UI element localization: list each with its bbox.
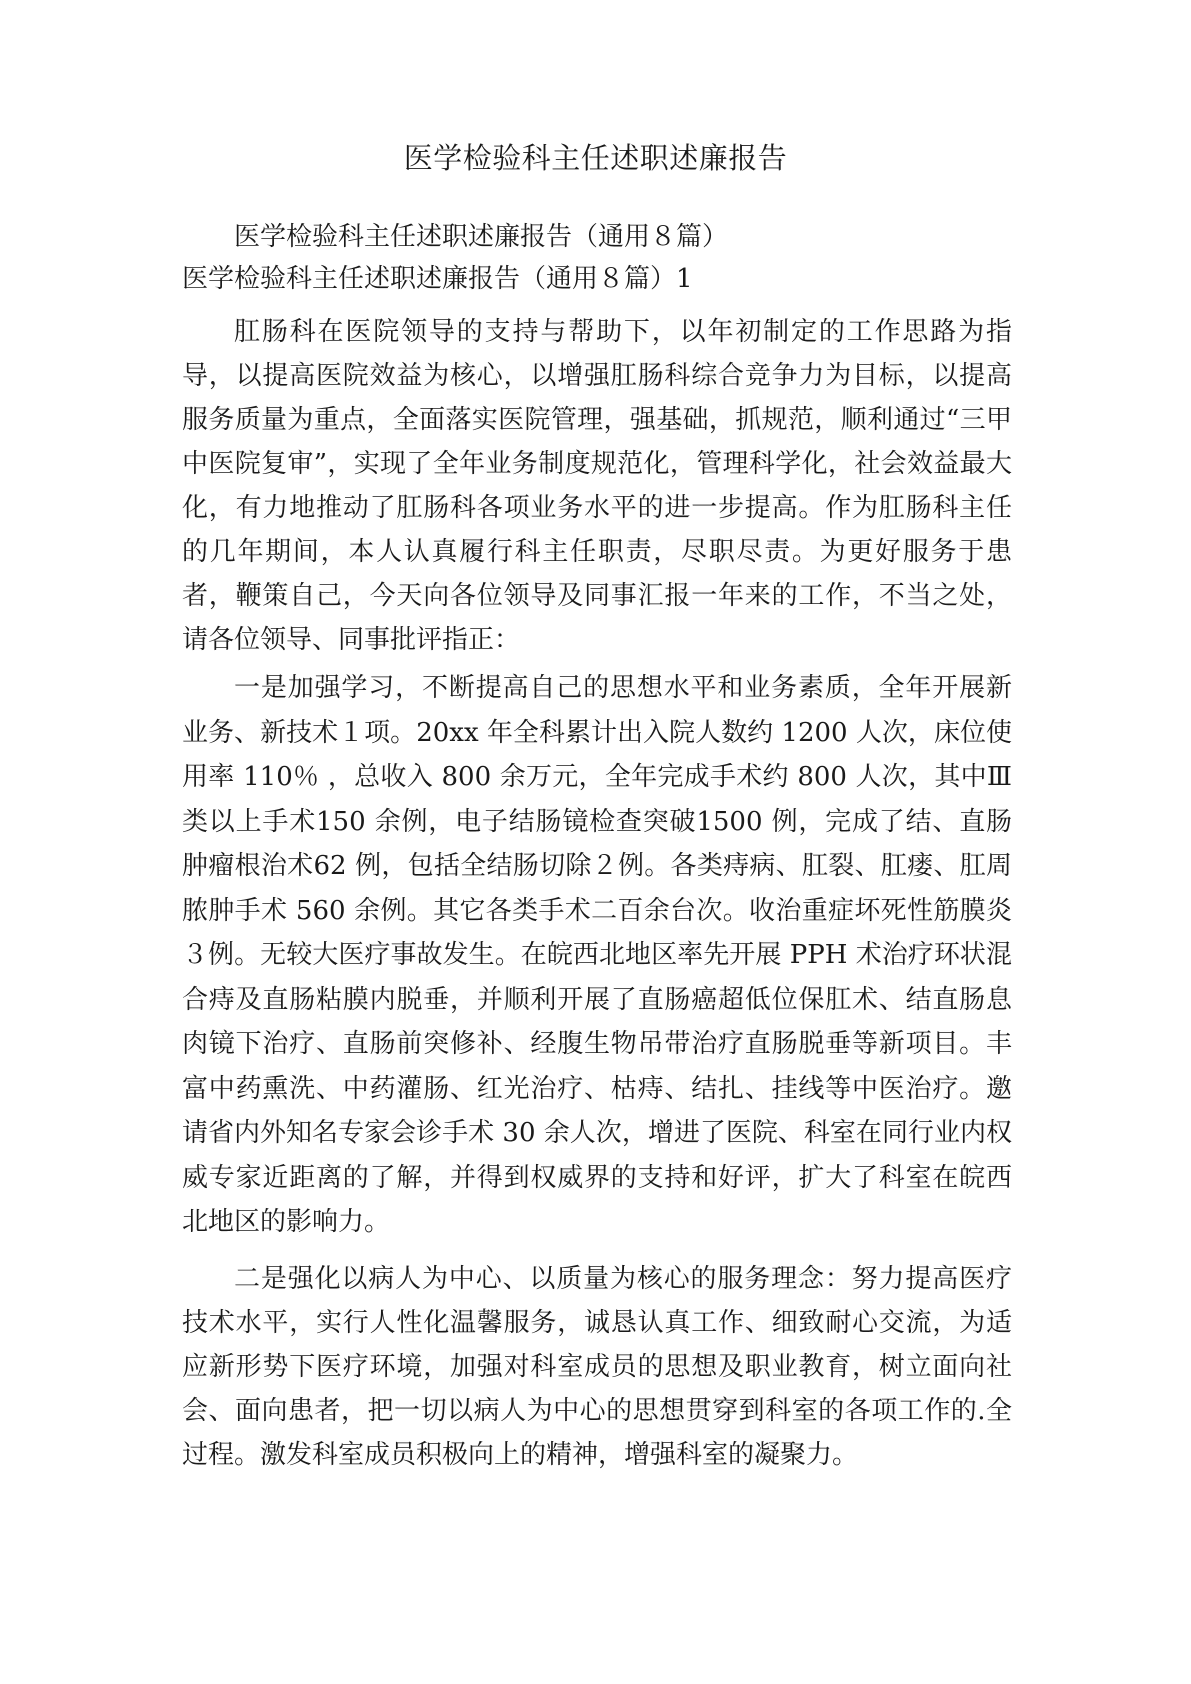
paragraph: 肛肠科在医院领导的支持与帮助下，以年初制定的工作思路为指导，以提高医院效益为核心，以增强肛肠科综合竞争力为目标，以提高服务质量为重点，全面落实医院管理，强基础，抓规范，顺利通过“三甲中医院复审”，实现了全年业务制度规范化，管理科学化，社会效益最大化，有力地推动了肛肠科各项业务水平的进一步提高。作为肛肠科主任的几年期间，本人认真履行科主任职责，尽职尽责。为更好服务于患者，鞭策自己，今天向各位领导及同事汇报一年来的工作，不当之处，请各位领导、同事批评指正：: [182, 317, 1012, 655]
paragraph: 二是强化以病人为中心、以质量为核心的服务理念：努力提高医疗技术水平，实行人性化温馨服务，诚恳认真工作、细致耐心交流，为适应新形势下医疗环境，加强对科室成员的思想及职业教育，树立面向社会、面向患者，把一切以病人为中心的思想贯穿到科室的各项工作的.全过程。激发科室成员积极向上的精神，增强科室的凝聚力。: [182, 1263, 1012, 1470]
document-subtitle: 医学检验科主任述职述廉报告（通用８篇）: [234, 222, 729, 252]
document-body: [182, 216, 1012, 1477]
document-title: 医学检验科主任述职述廉报告: [403, 141, 788, 175]
paragraph: 一是加强学习，不断提高自己的思想水平和业务素质，全年开展新业务、新技术１项。20xx 年全科累计出入院人数约 1200 人次，床位使用率 110％ ，总收入 800 余万元，全年完成手术约 800 人次，其中Ⅲ类以上手术150 余例，电子结肠镜检查突破1500 例，完成了结、直肠肿瘤根治术62 例，包括全结肠切除２例。各类痔病、肛裂、肛瘘、肛周脓肿手术 560 余例。其它各类手术二百余台次。收治重症坏死性筋膜炎３例。无较大医疗事故发生。在皖西北地区率先开展 PPH 术治疗环状混合痔及直肠粘膜内脱垂，并顺利开展了直肠癌超低位保肛术、结直肠息肉镜下治疗、直肠前突修补、经腹生物吊带治疗直肠脱垂等新项目。丰富中药熏洗、中药灌肠、红光治疗、枯痔、结扎、挂线等中医治疗。邀请省内外知名专家会诊手术 30 余人次，增进了医院、科室在同行业内权威专家近距离的了解，并得到权威界的支持和好评，扩大了科室在皖西北地区的影响力。: [182, 673, 1012, 1237]
section-heading: 医学检验科主任述职述廉报告（通用８篇）1: [182, 264, 693, 294]
